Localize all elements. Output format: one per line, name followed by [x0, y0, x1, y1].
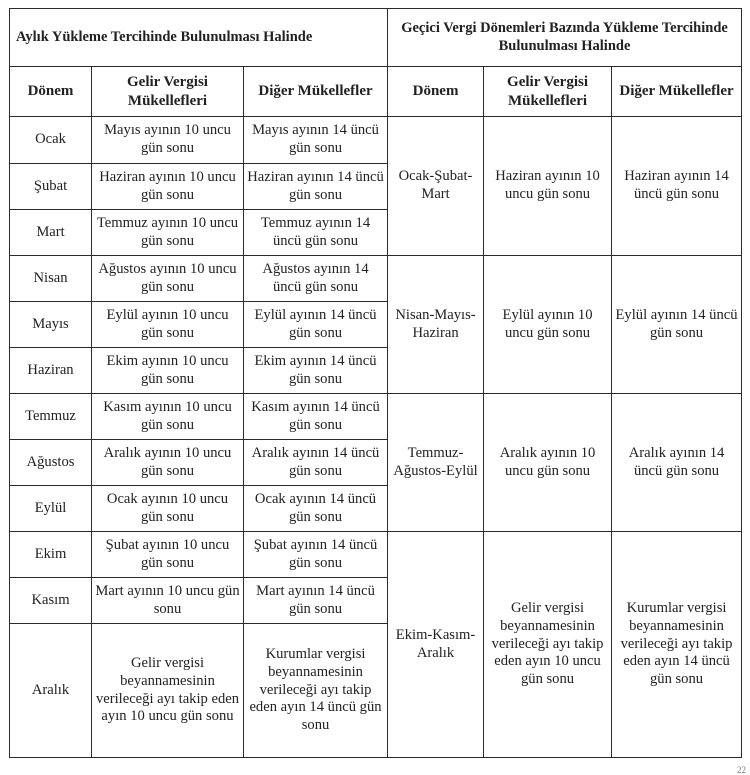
- monthly-period-cell: Temmuz: [10, 394, 92, 440]
- monthly-period-header: Dönem: [10, 67, 92, 117]
- quarterly-section-title: Geçici Vergi Dönemleri Bazında Yükleme Tercihinde Bulunulması Halinde: [388, 9, 742, 67]
- monthly-other-cell: Temmuz ayının 14 üncü gün sonu: [244, 210, 388, 256]
- monthly-period-cell: Ağustos: [10, 440, 92, 486]
- table-row: [10, 117, 742, 164]
- monthly-period-cell: Mayıs: [10, 302, 92, 348]
- declaration-deadline-table: [9, 8, 742, 758]
- monthly-income-cell: Haziran ayının 10 uncu gün sonu: [92, 164, 244, 210]
- monthly-other-cell: Mayıs ayının 14 üncü gün sonu: [244, 117, 388, 164]
- quarterly-period-cell: Nisan-Mayıs-Haziran: [388, 256, 484, 394]
- monthly-other-cell: Eylül ayının 14 üncü gün sonu: [244, 302, 388, 348]
- monthly-period-cell: Ocak: [10, 117, 92, 164]
- quarterly-other-cell: Haziran ayının 14 üncü gün sonu: [612, 117, 742, 256]
- monthly-income-cell: Mayıs ayının 10 uncu gün sonu: [92, 117, 244, 164]
- monthly-period-cell: Şubat: [10, 164, 92, 210]
- monthly-other-cell: Kurumlar vergisi beyannamesinin verileceği ayı takip eden ayın 14 üncü gün sonu: [244, 624, 388, 758]
- page-number: 22: [737, 765, 746, 775]
- quarterly-other-cell: Kurumlar vergisi beyannamesinin verileceği ayı takip eden ayın 14 üncü gün sonu: [612, 532, 742, 758]
- monthly-period-cell: Mart: [10, 210, 92, 256]
- monthly-other-cell: Aralık ayının 14 üncü gün sonu: [244, 440, 388, 486]
- monthly-section-title: Aylık Yükleme Tercihinde Bulunulması Halinde: [10, 9, 388, 67]
- quarterly-other-header: Diğer Mükellefler: [612, 67, 742, 117]
- quarterly-income-cell: Gelir vergisi beyannamesinin verileceği ayı takip eden ayın 10 uncu gün sonu: [484, 532, 612, 758]
- quarterly-period-cell: Ocak-Şubat-Mart: [388, 117, 484, 256]
- monthly-income-cell: Şubat ayının 10 uncu gün sonu: [92, 532, 244, 578]
- table-row: [10, 256, 742, 302]
- monthly-period-cell: Nisan: [10, 256, 92, 302]
- monthly-other-cell: Ocak ayının 14 üncü gün sonu: [244, 486, 388, 532]
- monthly-other-cell: Ağustos ayının 14 üncü gün sonu: [244, 256, 388, 302]
- quarterly-period-cell: Ekim-Kasım-Aralık: [388, 532, 484, 758]
- monthly-income-cell: Kasım ayının 10 uncu gün sonu: [92, 394, 244, 440]
- monthly-income-cell: Temmuz ayının 10 uncu gün sonu: [92, 210, 244, 256]
- quarterly-other-cell: Aralık ayının 14 üncü gün sonu: [612, 394, 742, 532]
- monthly-other-header: Diğer Mükellefler: [244, 67, 388, 117]
- quarterly-income-cell: Haziran ayının 10 uncu gün sonu: [484, 117, 612, 256]
- monthly-income-tax-header: Gelir Vergisi Mükellefleri: [92, 67, 244, 117]
- table-row: [10, 394, 742, 440]
- section-header-row: [10, 9, 742, 67]
- quarterly-period-header: Dönem: [388, 67, 484, 117]
- monthly-period-cell: Aralık: [10, 624, 92, 758]
- monthly-income-cell: Mart ayının 10 uncu gün sonu: [92, 578, 244, 624]
- monthly-period-cell: Eylül: [10, 486, 92, 532]
- monthly-period-cell: Kasım: [10, 578, 92, 624]
- monthly-other-cell: Kasım ayının 14 üncü gün sonu: [244, 394, 388, 440]
- quarterly-other-cell: Eylül ayının 14 üncü gün sonu: [612, 256, 742, 394]
- quarterly-income-cell: Eylül ayının 10 uncu gün sonu: [484, 256, 612, 394]
- monthly-other-cell: Ekim ayının 14 üncü gün sonu: [244, 348, 388, 394]
- quarterly-period-cell: Temmuz-Ağustos-Eylül: [388, 394, 484, 532]
- monthly-income-cell: Aralık ayının 10 uncu gün sonu: [92, 440, 244, 486]
- monthly-income-cell: Ağustos ayının 10 uncu gün sonu: [92, 256, 244, 302]
- monthly-income-cell: Ocak ayının 10 uncu gün sonu: [92, 486, 244, 532]
- monthly-other-cell: Haziran ayının 14 üncü gün sonu: [244, 164, 388, 210]
- monthly-period-cell: Ekim: [10, 532, 92, 578]
- monthly-period-cell: Haziran: [10, 348, 92, 394]
- monthly-income-cell: Gelir vergisi beyannamesinin verileceği ayı takip eden ayın 10 uncu gün sonu: [92, 624, 244, 758]
- column-header-row: [10, 67, 742, 117]
- monthly-other-cell: Şubat ayının 14 üncü gün sonu: [244, 532, 388, 578]
- monthly-other-cell: Mart ayının 14 üncü gün sonu: [244, 578, 388, 624]
- quarterly-income-tax-header: Gelir Vergisi Mükellefleri: [484, 67, 612, 117]
- table-row: [10, 532, 742, 578]
- quarterly-income-cell: Aralık ayının 10 uncu gün sonu: [484, 394, 612, 532]
- monthly-income-cell: Eylül ayının 10 uncu gün sonu: [92, 302, 244, 348]
- monthly-income-cell: Ekim ayının 10 uncu gün sonu: [92, 348, 244, 394]
